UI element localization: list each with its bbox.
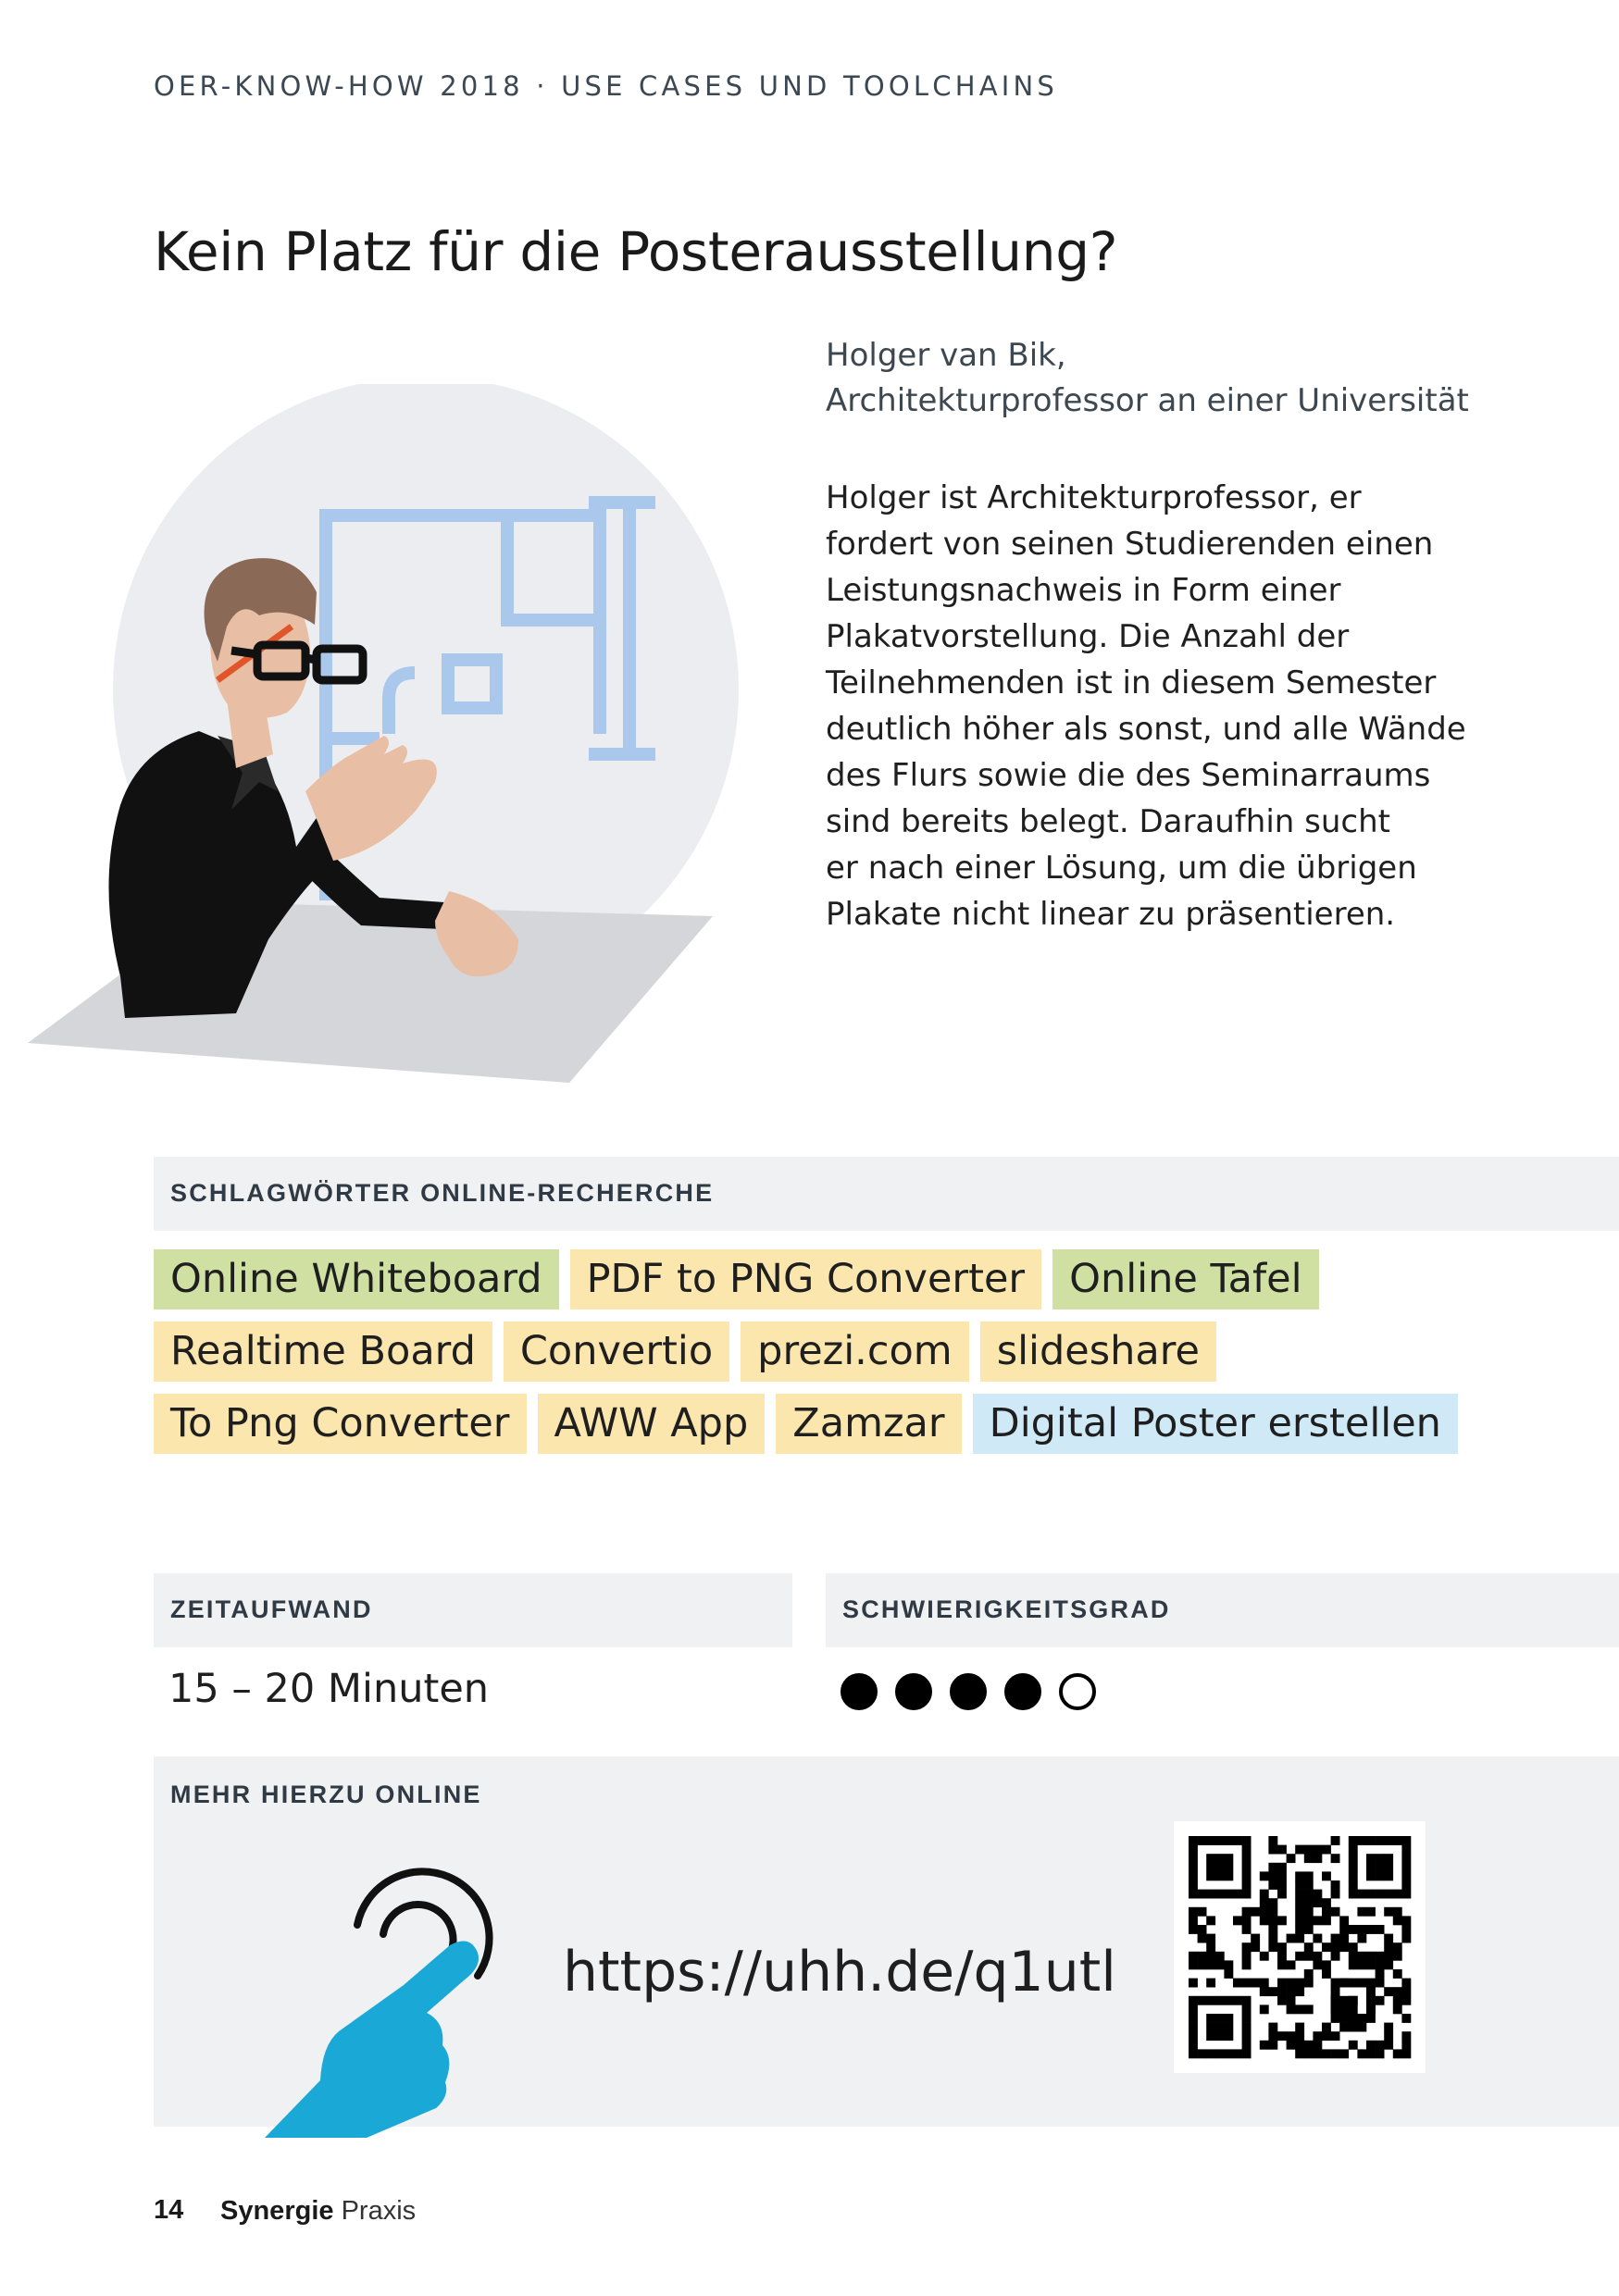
keyword-tag: Digital Poster erstellen — [973, 1394, 1458, 1454]
difficulty-dot-filled — [950, 1673, 987, 1710]
author-role: Architekturprofessor an einer Universität — [826, 382, 1469, 419]
brand-light: Praxis — [341, 2196, 417, 2226]
keyword-row — [154, 1322, 1496, 1382]
keyword-row — [154, 1249, 1496, 1309]
keyword-tag: Online Tafel — [1052, 1249, 1318, 1309]
page-number: 14 — [154, 2195, 184, 2225]
keywords-list — [154, 1249, 1496, 1466]
page-title: Kein Platz für die Posterausstellung? — [154, 220, 1118, 283]
effort-value: 15 – 20 Minuten — [168, 1666, 490, 1712]
difficulty-dot-filled — [841, 1673, 878, 1710]
difficulty-band — [826, 1573, 1619, 1647]
tap-hand-icon — [265, 1860, 552, 2138]
keyword-tag: Online Whiteboard — [154, 1249, 559, 1309]
running-header: OER-KNOW-HOW 2018 · USE CASES UND TOOLCHAINS — [154, 70, 1059, 102]
keyword-tag: Convertio — [504, 1322, 729, 1382]
brand-bold: Synergie — [220, 2196, 334, 2226]
keyword-tag: Zamzar — [776, 1394, 961, 1454]
qr-code[interactable] — [1174, 1821, 1426, 2073]
online-url-link[interactable]: https://uhh.de/q1utl — [563, 1940, 1116, 2004]
keywords-band — [154, 1157, 1619, 1231]
difficulty-label: SCHWIERIGKEITSGRAD — [842, 1595, 1171, 1623]
online-label: MEHR HIERZU ONLINE — [170, 1781, 482, 1808]
keyword-tag: slideshare — [980, 1322, 1216, 1382]
keyword-tag: AWW App — [538, 1394, 766, 1454]
keyword-tag: prezi.com — [741, 1322, 969, 1382]
keyword-tag: PDF to PNG Converter — [570, 1249, 1042, 1309]
author-name: Holger van Bik, — [826, 337, 1066, 374]
difficulty-dot-filled — [895, 1673, 932, 1710]
professor-illustration — [28, 384, 759, 1106]
footer-brand — [220, 2196, 416, 2227]
scenario-description: Holger ist Architekturprofessor, er fordert von seinen Studierenden einen Leistungsnachweis in Form einer Plakatvorstellung. Die Anzahl der Teilnehmenden ist in diesem Semester deutlich höher als sonst, und alle Wände des Flurs sowie die des Seminarraums sind bereits belegt. Daraufhin sucht er nach einer Lösung, um die übrigen Plakate nicht linear zu präsentieren. — [826, 479, 1466, 933]
effort-band — [154, 1573, 792, 1647]
effort-label: ZEITAUFWAND — [170, 1595, 373, 1623]
keywords-label: SCHLAGWÖRTER ONLINE-RECHERCHE — [170, 1179, 715, 1207]
keyword-tag: To Png Converter — [154, 1394, 527, 1454]
difficulty-rating — [841, 1673, 1096, 1710]
difficulty-dot-filled — [1004, 1673, 1041, 1710]
keyword-row — [154, 1394, 1496, 1454]
difficulty-dot-empty — [1059, 1673, 1096, 1710]
keyword-tag: Realtime Board — [154, 1322, 492, 1382]
